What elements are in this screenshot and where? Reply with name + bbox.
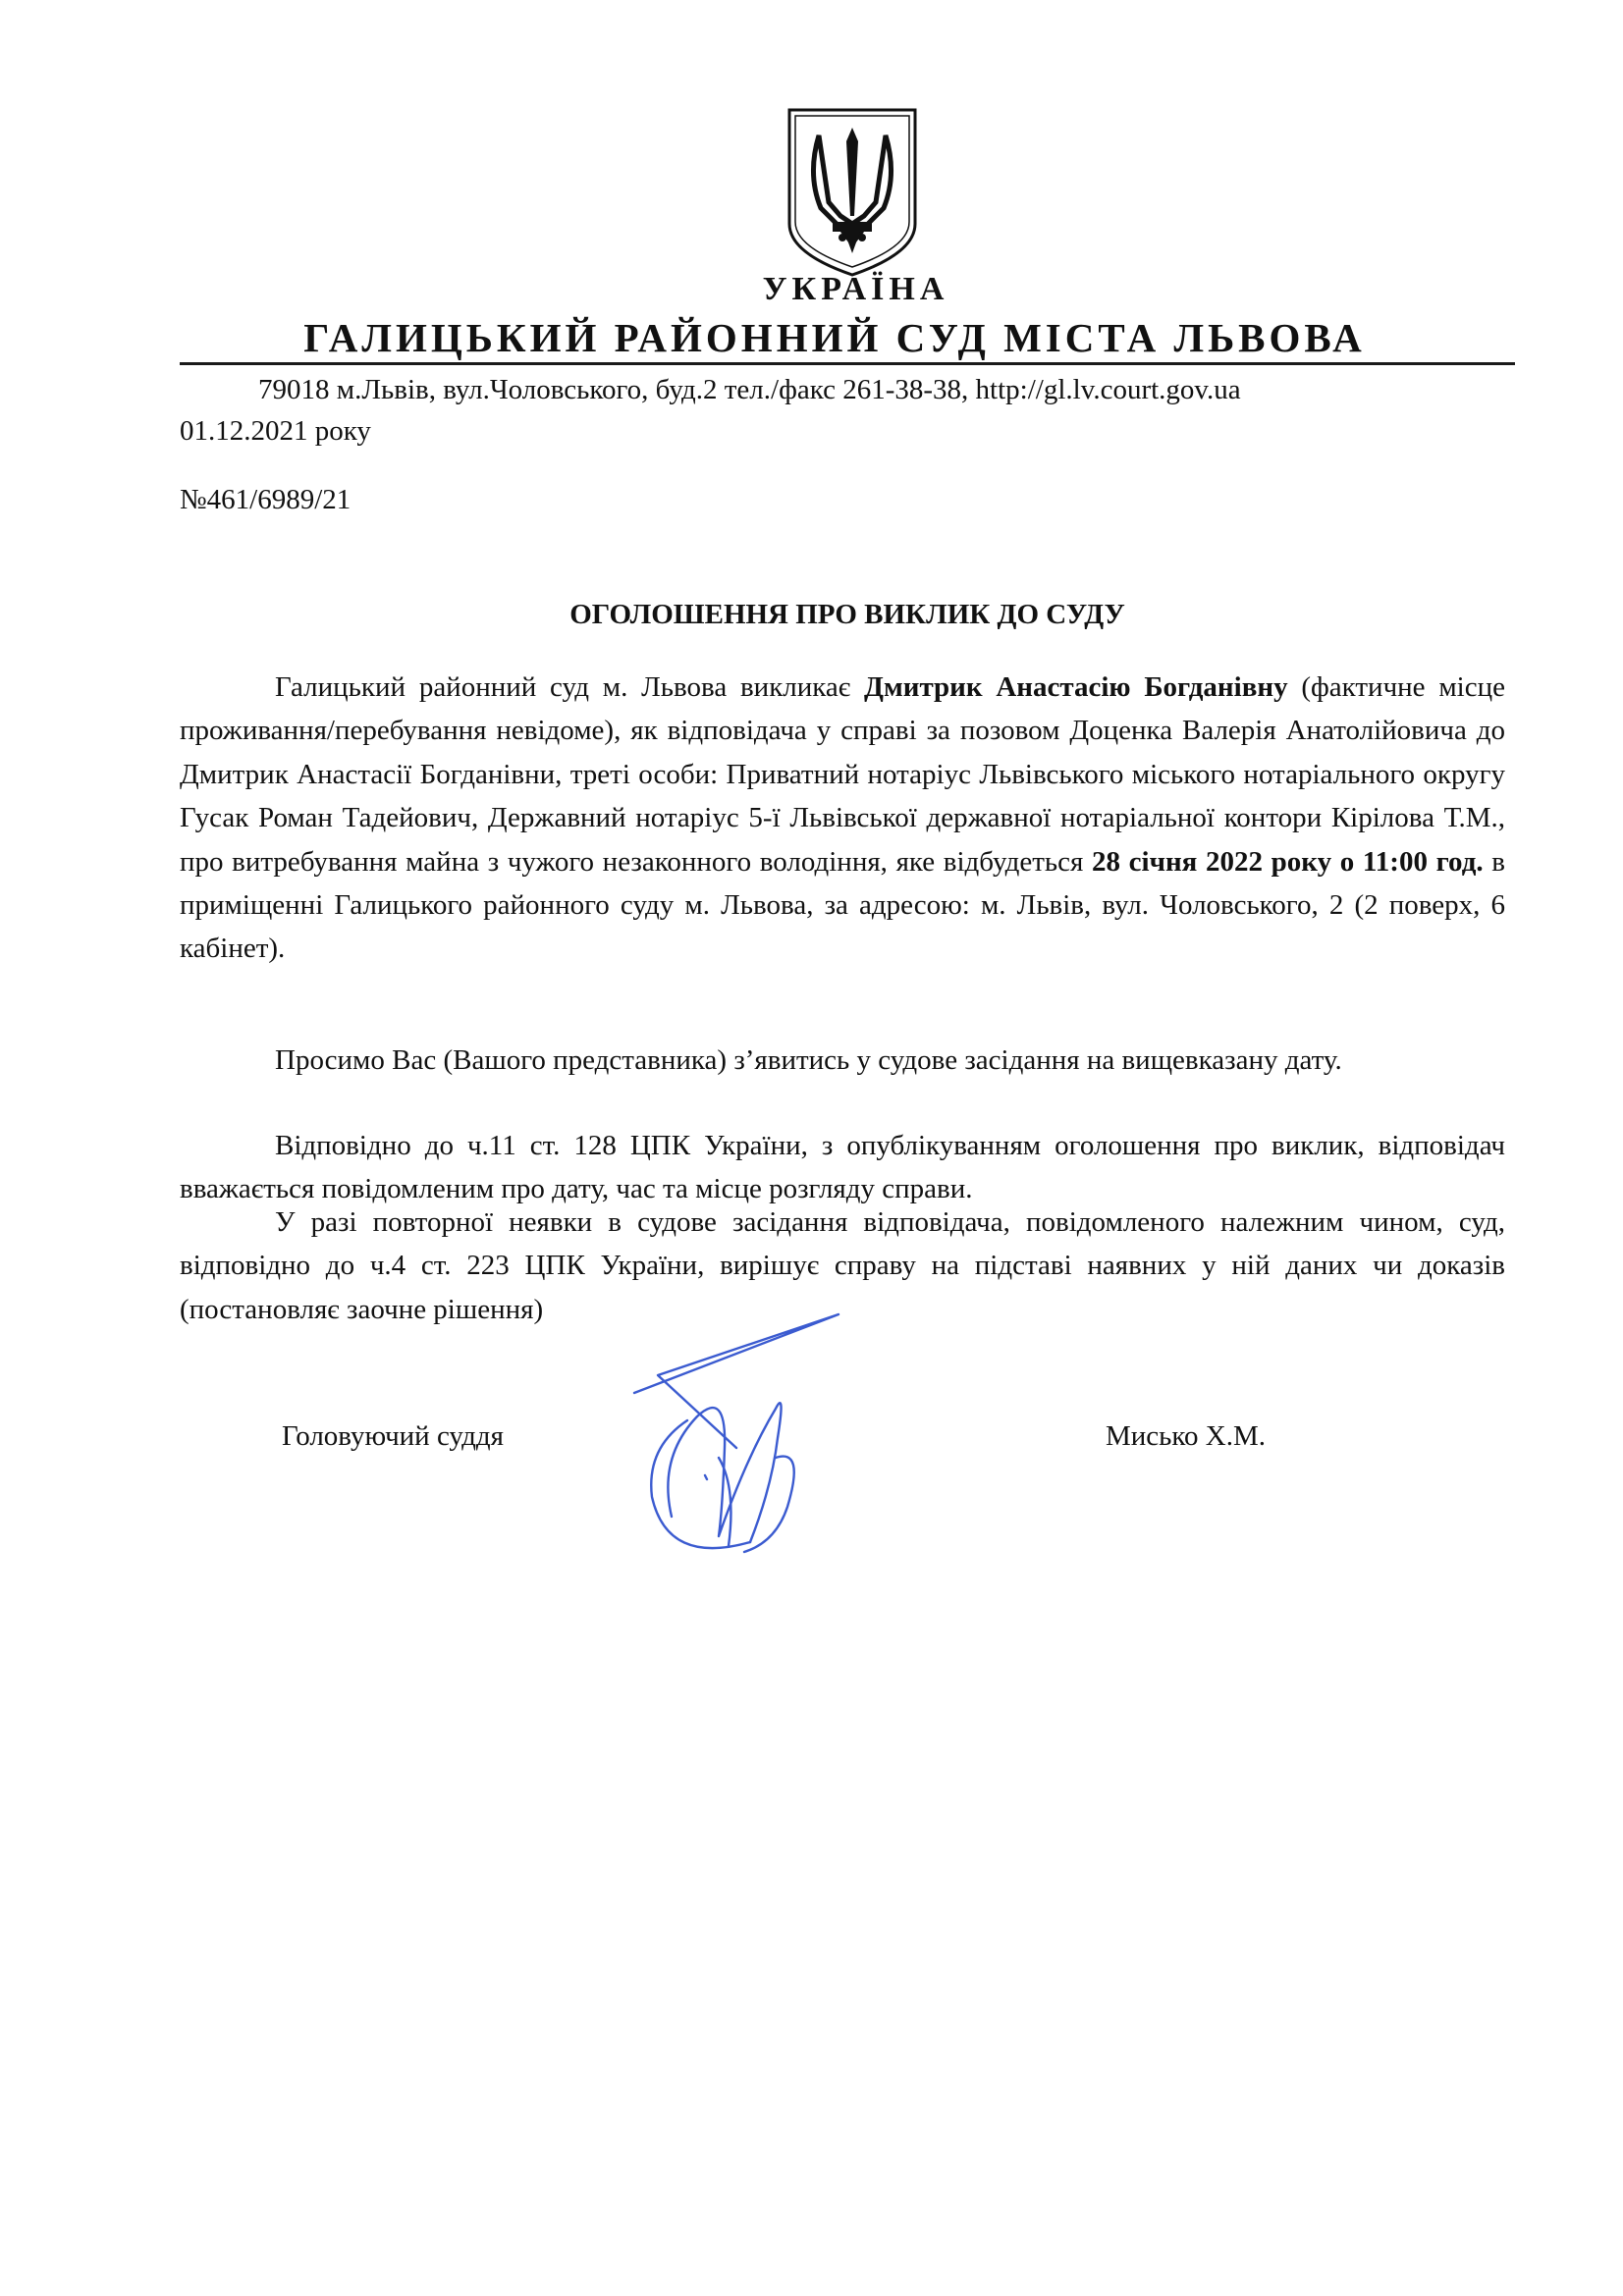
notice-paragraph-request: Просимо Вас (Вашого представника) з’явитись у судове засідання на вищевказану дату. (275, 1044, 1342, 1076)
presiding-judge-label: Головуючий суддя (282, 1420, 504, 1452)
trident-coat-of-arms-icon (785, 106, 919, 278)
notice-paragraph-consequences: У разі повторної неявки в судове засідання відповідача, повідомленого належним чином, суд, відповідно до ч.4 ст. 223 ЦПК України, вирішує справу на підставі наявних у ній даних чи доказів (постановляє заочне рішення) (180, 1206, 1505, 1325)
defendant-name: Дмитрик Анастасію Богданівну (864, 671, 1288, 703)
handwritten-signature (628, 1310, 864, 1556)
country-heading: УКРАЇНА (762, 271, 949, 307)
summons-lead: Галицький районний суд м. Львова викликає (275, 671, 865, 703)
court-name-heading: ГАЛИЦЬКИЙ РАЙОННИЙ СУД МІСТА ЛЬВОВА (303, 315, 1366, 360)
summons-location: в приміщенні Галицького районного суду м. Львова, за адресою: м. Львів, вул. Чоловського, 2 (2 поверх, 6 кабінет). (180, 845, 1506, 965)
judge-name: Мисько Х.М. (1106, 1420, 1266, 1452)
header-divider (180, 362, 1515, 365)
hearing-datetime: 28 січня 2022 року о 11:00 год. (1092, 845, 1484, 878)
notice-paragraph-legal-basis: Відповідно до ч.11 ст. 128 ЦПК України, з опублікуванням оголошення про виклик, відповідач вважається повідомленим про дату, час та місце розгляду справи. (180, 1130, 1505, 1205)
document-date: 01.12.2021 року (180, 415, 371, 447)
summons-case-details: (фактичне місце проживання/перебування невідоме), як відповідача у справі за позовом Доценка Валерія Анатолійовича до Дмитрик Анастасії Богданівни, треті особи: Приватний нотаріус Львівського міського нотаріального округу Гусак Роман Тадейович, Державний нотаріус 5-ї Львівської державної нотаріальної контори Кірілова Т.М., про витребування майна з чужого незаконного володіння, яке відбудеться (180, 671, 1506, 878)
notice-paragraph-summons (180, 666, 1505, 971)
court-address-line: 79018 м.Львів, вул.Чоловського, буд.2 тел./факс 261-38-38, http://gl.lv.court.gov.ua (258, 374, 1241, 405)
case-number: №461/6989/21 (180, 484, 352, 515)
notice-title: ОГОЛОШЕННЯ ПРО ВИКЛИК ДО СУДУ (569, 599, 1125, 630)
